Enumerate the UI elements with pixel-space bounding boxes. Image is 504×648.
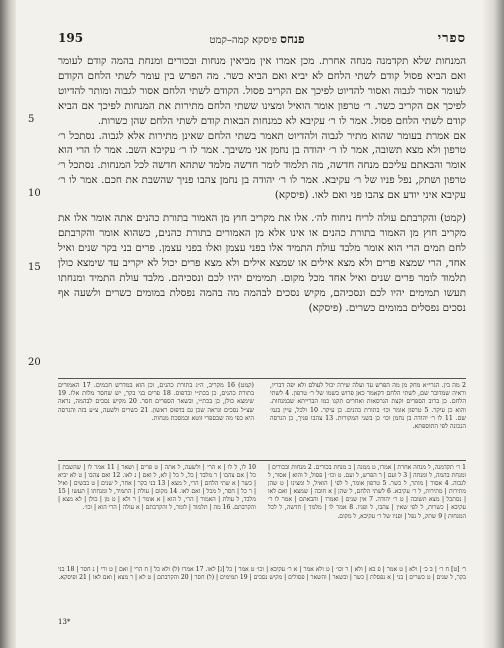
commentary-notes	[58, 382, 466, 458]
book-title: ספרי	[437, 31, 466, 46]
signature-mark: 13*	[58, 618, 71, 626]
paragraph-section-149: (קמט) והקרבתם עולה לריח ניחוח לה׳. אלו את מקריב חוץ מן האמור בתורת כהנים אתה אומר אלו את מקריב חוץ מן האמור בתורת כהנים או אינו אלא מן האמורים בתורת כהנים, כשהוא אומר והקרבתם לחם תמים הרי הוא אומר מלבד עולת התמיד אלו בפני עצמן ואלו בפני עצמן. פרים בני בקר שנים ואיל אחד, הרי שמצא פרים ולא מצא אילים או שמצא אילים ולא מצא פרים יכול לא יקריב עד שימצא כולן תלמוד לומר פרים שנים ואיל אחד מכל מקום. תמימים יהיו לכם ונסכיהם. מלבד עולת התמיד ומנחתו תעשו תמימים יהיו לכם ונסכיהם, מקיש נסכים לבהמה מה בהמה נפסלת במומים כשרים ולשעה אף נסכים נפסלים במומים כשרים. (פיסקא)	[58, 212, 466, 314]
running-header	[58, 30, 466, 50]
divider	[58, 460, 466, 461]
section-marker: פיסקא קמה–קמט	[209, 35, 277, 46]
line-number: 5	[28, 114, 35, 125]
apparatus-full-width: ר׳ [ט] ח ר׳ | ב כ׳ | ולא | ט אמר | פ בא | ולא | ר וכו׳ | ט ולא אמר | א ר׳ עקיבא | וכו׳ ט אמר | כל [נ] לאו. 17 אמרו (ל) ולא כל | ח הרי | ואם | ט ורי | נ חסר | 18 בני בקר, ל שנים | ט כשרים | בני | א נפסלת | כשר | ובשאר | והשאר | פסולים | מקיש נסכים | 19 תמימים | (ל) חסר | 20 והקרבתם | ט לא | ר מצא | ואם לאו | 21 ופיסקא.	[58, 566, 466, 582]
paragraph: אם אמרת בעומר שהוא מתיר לגבוה ולהדיוט תאמר בשתי הלחם שאינן מתירות אלא לגבוה. נסתכל ר׳ טרפון ולא מצא תשובה, אמר לו ר׳ יהודה בן נחמן אני משיבך. אמר לו ר׳ עקיבא השב. אמר לו הרי הוא אומר והבאתם עליכם מנחה חדשה, מה תלמוד לומר חדשה מלמד שתהא חדשה לכל המנחות. נסתכל ר׳ טרפון ושתק, נפל פניו של ר׳ עקיבא. אמר לו ר׳ יהודה בן נחמן צהבו פניך שהשבת את חכם. אמר לו ר׳ עקיבא איני יודע אם צהבו פני ואם לאו. (פיסקא)	[58, 129, 466, 202]
critical-apparatus	[58, 464, 466, 582]
book-gutter-shadow	[0, 0, 16, 648]
line-number: 15	[28, 262, 41, 273]
apparatus-right-column: 1 ר׳ תקדמנה, ל מנחה אחרת | אמרו, ט ממנה | ב מנחת בכורים. 2 מנחות ובכורים | ומנחת בהמה, ל ומנחה | 3 ל ועם | ר הפרש, ל ועם. ט וכו׳ | פסול, ל והוא | אסור, ל לגבוה. 4 אסור | מותר, ל כשר. 5 טרפון אומר, ל לפי | הואיל, ל ומצינו | ט שהן מתירות | מתירות, ל ר׳ עקיבא. 6 לשתי הלחם, ל שהן | א חובה | שמצא | ואם לאו | נסתכל | מצא תשובה | ט ר׳ יהודה. 7 אין שנים | ואמרו | והבאתם | אמר לו ר׳ עקיבא | כשרות, ל לפי שאין | צהבו, ל ופניו. 8 אמר לו | מלמד | חדשה, ל לכל המנחות | 9 שתק, ל נפל | ופניו של ר׳ עקיבא, ל מקום.	[268, 464, 467, 520]
apparatus-left-column: 10 לו, ל לו | א הרי | ולשעה, ל אתה | ט פרים | ושאר | 11 אמר לו | שהשבת | כל | אם צהבו | ר מלבד | כל, ל כל | לא, ל ואם | נ לאו. 12 ואם צהבו | ט לא יביא | כשר | א שתי הלחם | הרי, ל מצא | 13 בני בקר | אחר, ל שנים | ט כבשים | ואיל | ר כל | חסר, ל מכל | ואם לאו. 14 מקום | עולת | התמיד, ל ומנחתו | תעשו | 15 מלבד, ל עולת | האמור | הרי, ל הוא | א אומר | ר ולא | ט מן | כולן | לא מצא | והקרבתם. 16 מה | תלמוד | לומר, ל והקרבתם | א עולה | הרי הוא | וכו׳.	[58, 464, 257, 512]
header-center	[58, 32, 466, 47]
page-edge-shadow	[482, 0, 504, 648]
page-number: 195	[58, 31, 84, 45]
divider	[58, 378, 466, 379]
main-text	[58, 54, 466, 315]
notes-left-column: (קמט) 16 מקריב, ה״ג בתורת כהנים, וכן הוא במדרש חכמים. 17 האמורים בתורת כהנים, כן בכת״י ובדפוס. 18 פרים בני בקר, יש שחסר מלות אלו. 19 שימצא כולן, כן בכת״י, ובשאר הספרים חסר. 20 מקיש נסכים לבהמה, נראה שצ״ל נסכים ונראה שכן גם בדפוס ראשון. 21 כשרים ולשעה, צ״ע בזה והגרסה היא כפי מה שבספרי זוטא ובמסכת מנחות.	[58, 382, 255, 422]
parsha-name: פנחס	[280, 32, 305, 46]
paragraph: המנחות שלא תקדמנה מנחה אחרת. מכן אמרו אין מביאין מנחות ובכורים ומנחת בהמה קודם לעומר ואם הביא פסול קודם לשתי הלחם לא יביא ואם הביא כשר. מה הפרש בין עומר לשתי הלחם הקודם לעומר אסור לגבוה ואסור להדיוט לפיכך אם הקריב פסול. הקודם לשתי הלחם אסור לגבוה ומותר להדיוט לפיכך אם הקריב כשר. ר׳ טרפון אומר הואיל ומצינו ששתי הלחם מתירות את המנחות לפיכך אם הביא קודם לשתי הלחם פסול. אמר לו ר׳ עקיבא לא כמנחות הבאות קודם לשתי הלחם שהן כשרות.	[58, 55, 466, 127]
book-page	[28, 30, 467, 630]
notes-right-column: 2 מה בין. הגרי״א מחק מן מה הפרש עד ועלה שירה יכול לעולם ולא יפה דבריו, וראיה שמדובר שם, לשתי הלחם דקאמר כאן פרוש בשמו של ר׳ טרפון. 4 לשתי הלחם. כן ברוב הספרים וקצת הגרסאות ואחרים תקנו כמו הברייתא שבמנחות. והוא כן עיקר. 5 טרפון אומר וכו׳ בתורת כהנים. כן עיקר. 10 ולכל, עיין בגמ׳ שם. 11 לו ר׳ יהודה בן נחמן וכו׳ כן בשני המקורות. 13 צהבו פניך, כן הגרסה הנכונה לפי התוספתא.	[270, 382, 466, 431]
line-number: 10	[28, 188, 41, 199]
line-number: 20	[28, 357, 41, 368]
